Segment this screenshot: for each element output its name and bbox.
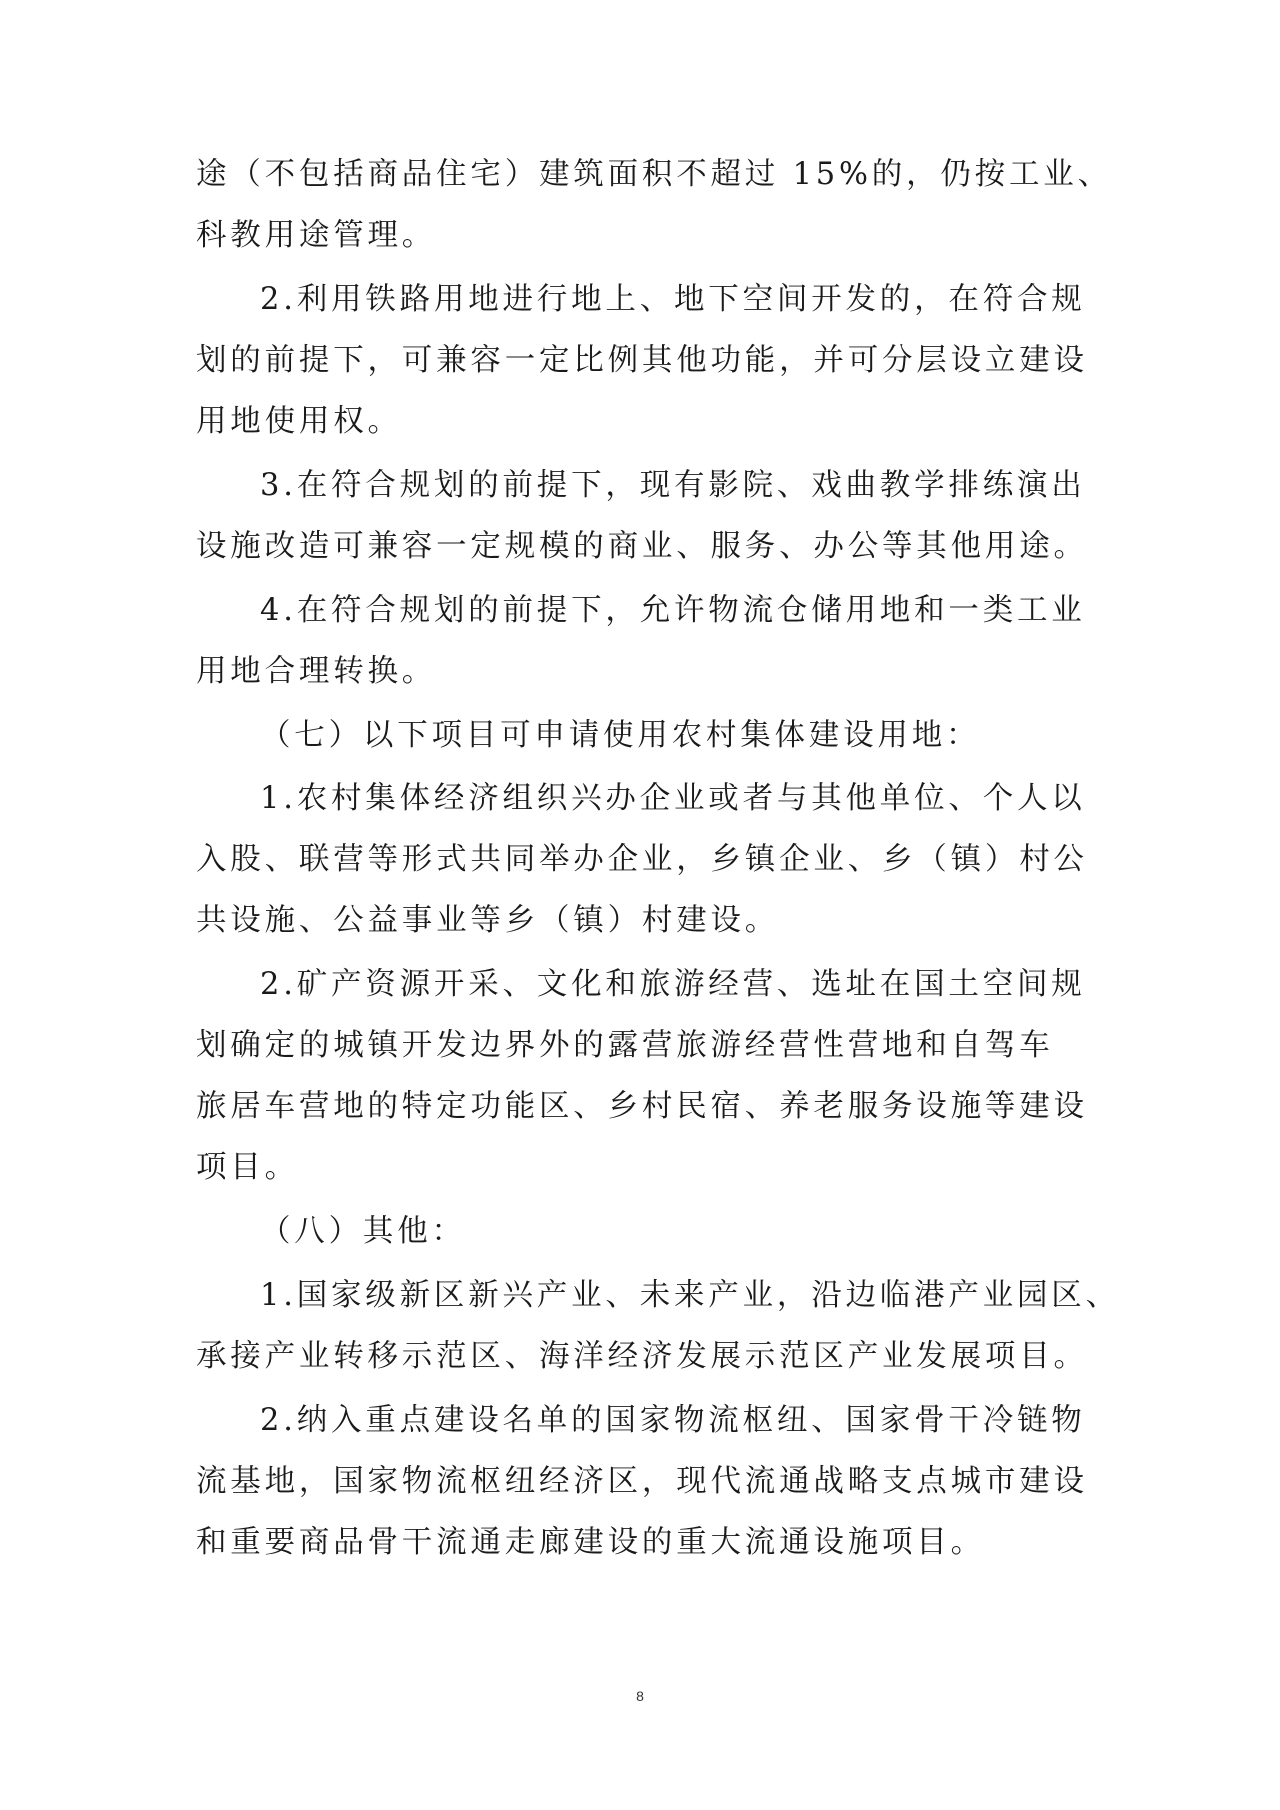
text-line: 4.在符合规划的前提下，允许物流仓储用地和一类工业 — [260, 593, 1086, 628]
text-line: 2.利用铁路用地进行地上、地下空间开发的，在符合规 — [260, 282, 1086, 317]
text-line: 用地使用权。 — [196, 404, 402, 439]
text-line: 3.在符合规划的前提下，现有影院、戏曲教学排练演出 — [260, 468, 1086, 503]
text-line: 流基地，国家物流枢纽经济区，现代流通战略支点城市建设 — [196, 1464, 1088, 1499]
text-line: 承接产业转移示范区、海洋经济发展示范区产业发展项目。 — [196, 1339, 1088, 1374]
text-line: （八）其他： — [260, 1214, 466, 1249]
text-line: 划的前提下，可兼容一定比例其他功能，并可分层设立建设 — [196, 343, 1088, 378]
text-line: 旅居车营地的特定功能区、乡村民宿、养老服务设施等建设 — [196, 1089, 1088, 1124]
text-line: 项目。 — [196, 1150, 299, 1185]
text-line: 1.农村集体经济组织兴办企业或者与其他单位、个人以 — [260, 781, 1086, 816]
text-line: 2.矿产资源开采、文化和旅游经营、选址在国土空间规 — [260, 967, 1086, 1002]
page-number: 8 — [636, 1688, 644, 1704]
text-line: 共设施、公益事业等乡（镇）村建设。 — [196, 903, 780, 938]
text-line: 用地合理转换。 — [196, 654, 437, 689]
text-line: 设施改造可兼容一定规模的商业、服务、办公等其他用途。 — [196, 529, 1088, 564]
text-line: 科教用途管理。 — [196, 218, 437, 253]
text-line: 1.国家级新区新兴产业、未来产业，沿边临港产业园区、 — [260, 1278, 1120, 1313]
text-line: （七）以下项目可申请使用农村集体建设用地： — [260, 718, 981, 753]
text-line: 划确定的城镇开发边界外的露营旅游经营性营地和自驾车 — [196, 1028, 1054, 1063]
text-line: 和重要商品骨干流通走廊建设的重大流通设施项目。 — [196, 1525, 985, 1560]
text-line: 2.纳入重点建设名单的国家物流枢纽、国家骨干冷链物 — [260, 1403, 1086, 1438]
text-line: 入股、联营等形式共同举办企业，乡镇企业、乡（镇）村公 — [196, 842, 1088, 877]
text-line: 途（不包括商品住宅）建筑面积不超过 15%的，仍按工业、 — [196, 157, 1112, 192]
